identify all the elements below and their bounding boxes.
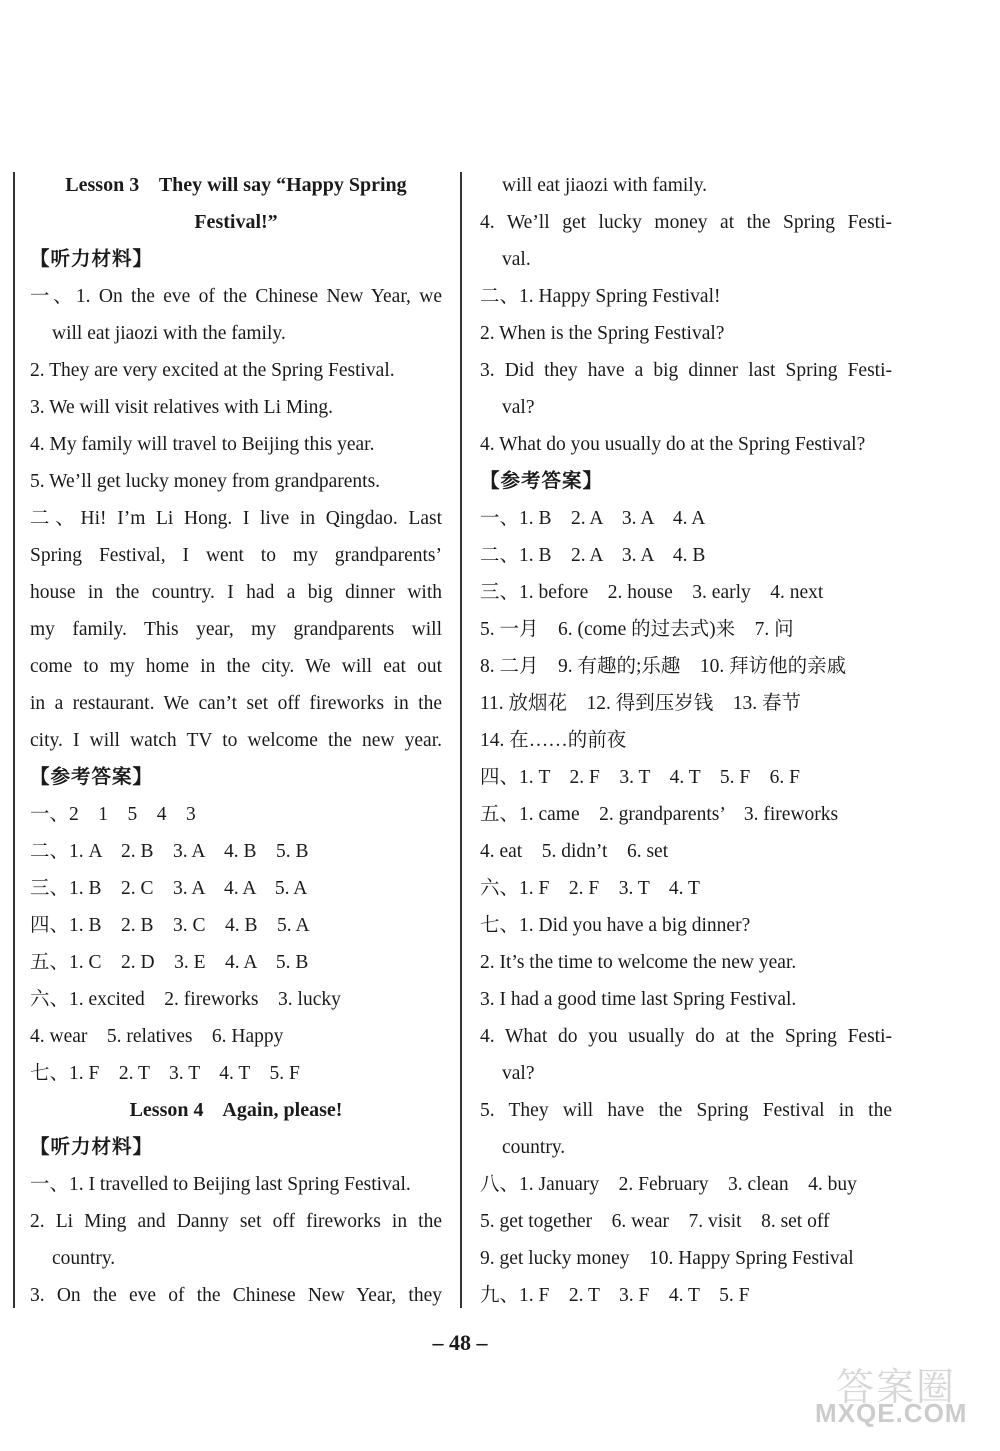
- r-answer-1: 一、1. B 2. A 3. A 4. A: [480, 508, 706, 529]
- r-answer-16-line2: country.: [502, 1137, 566, 1158]
- r-answer-12: 七、1. Did you have a big dinner?: [480, 915, 751, 936]
- page-number: – 48 –: [432, 1330, 488, 1355]
- passage-line-7: city. I will watch TV to welcome the new year.: [30, 730, 442, 751]
- answer-row-1: 一、2 1 5 4 3: [30, 804, 196, 825]
- l4-item-4-line1: 4. We’ll get lucky money at the Spring Festi-: [480, 212, 892, 233]
- q2-item-1: 二、1. Happy Spring Festival!: [480, 286, 721, 307]
- r-answer-17: 八、1. January 2. February 3. clean 4. buy: [480, 1174, 857, 1195]
- r-answer-16-line1: 5. They will have the Spring Festival in the: [480, 1100, 892, 1121]
- answers-header-2: 【参考答案】: [480, 471, 604, 492]
- listen-item-4: 4. My family will travel to Beijing this year.: [30, 434, 375, 455]
- column-divider: [460, 172, 462, 1308]
- answer-row-7: 七、1. F 2. T 3. T 4. T 5. F: [30, 1063, 300, 1084]
- lesson3-title-line1: Lesson 3 They will say “Happy Spring: [65, 174, 407, 196]
- r-answer-6: 11. 放烟花 12. 得到压岁钱 13. 春节: [480, 693, 802, 714]
- listen-item-3: 3. We will visit relatives with Li Ming.: [30, 397, 334, 418]
- l4-item-3-line2: will eat jiaozi with family.: [502, 175, 708, 196]
- answer-row-2: 二、1. A 2. B 3. A 4. B 5. B: [30, 841, 309, 862]
- left-margin-rule: [13, 172, 15, 1308]
- r-answer-5: 8. 二月 9. 有趣的;乐趣 10. 拜访他的亲戚: [480, 656, 847, 677]
- l4-item-2-line2: country.: [52, 1248, 116, 1269]
- listen-item-1-line1: 一、1. On the eve of the Chinese New Year, we: [30, 286, 442, 307]
- answer-row-6-line1: 六、1. excited 2. fireworks 3. lucky: [30, 989, 341, 1010]
- r-answer-13: 2. It’s the time to welcome the new year.: [480, 952, 797, 973]
- lesson4-title: Lesson 4 Again, please!: [129, 1099, 343, 1121]
- passage-line-1: 二、Hi! I’m Li Hong. I live in Qingdao. Last: [30, 508, 442, 529]
- r-answer-14: 3. I had a good time last Spring Festival.: [480, 989, 797, 1010]
- q2-item-3-line2: val?: [502, 397, 535, 418]
- listen-item-5: 5. We’ll get lucky money from grandparents.: [30, 471, 381, 492]
- r-answer-15-line2: val?: [502, 1063, 535, 1084]
- r-answer-10: 4. eat 5. didn’t 6. set: [480, 841, 669, 862]
- listen-item-1-line2: will eat jiaozi with the family.: [52, 323, 286, 344]
- r-answer-19: 9. get lucky money 10. Happy Spring Festival: [480, 1248, 854, 1269]
- r-answer-15-line1: 4. What do you usually do at the Spring Festi-: [480, 1026, 892, 1047]
- lesson3-title-line2: Festival!”: [194, 211, 278, 233]
- l4-item-2-line1: 2. Li Ming and Danny set off fireworks in the: [30, 1211, 442, 1232]
- passage-line-2: Spring Festival, I went to my grandparents’: [30, 545, 442, 566]
- listening-header-2: 【听力材料】: [30, 1137, 154, 1158]
- answers-header: 【参考答案】: [30, 767, 154, 788]
- l4-item-4-line2: val.: [502, 249, 531, 270]
- answer-row-6-line2: 4. wear 5. relatives 6. Happy: [30, 1026, 284, 1047]
- passage-line-3: house in the country. I had a big dinner with: [30, 582, 442, 603]
- r-answer-20: 九、1. F 2. T 3. F 4. T 5. F: [480, 1285, 750, 1306]
- r-answer-9: 五、1. came 2. grandparents’ 3. fireworks: [480, 804, 839, 825]
- l4-item-1: 一、1. I travelled to Beijing last Spring Festival.: [30, 1174, 411, 1195]
- watermark-logo: 答案圈: [836, 1365, 957, 1409]
- q2-item-4: 4. What do you usually do at the Spring Festival?: [480, 434, 866, 455]
- r-answer-7: 14. 在……的前夜: [480, 730, 627, 751]
- answer-row-5: 五、1. C 2. D 3. E 4. A 5. B: [30, 952, 309, 973]
- r-answer-11: 六、1. F 2. F 3. T 4. T: [480, 878, 700, 899]
- listen-item-2: 2. They are very excited at the Spring Festival.: [30, 360, 395, 381]
- q2-item-3-line1: 3. Did they have a big dinner last Spring Festi-: [480, 360, 892, 381]
- r-answer-8: 四、1. T 2. F 3. T 4. T 5. F 6. F: [480, 767, 801, 788]
- passage-line-4: my family. This year, my grandparents will: [30, 619, 442, 640]
- watermark-text: MXQE.COM: [815, 1398, 968, 1428]
- q2-item-2: 2. When is the Spring Festival?: [480, 323, 725, 344]
- r-answer-3: 三、1. before 2. house 3. early 4. next: [480, 582, 824, 603]
- answer-row-3: 三、1. B 2. C 3. A 4. A 5. A: [30, 878, 308, 899]
- r-answer-4: 5. 一月 6. (come 的过去式)来 7. 问: [480, 619, 794, 640]
- answer-row-4: 四、1. B 2. B 3. C 4. B 5. A: [30, 915, 310, 936]
- passage-line-5: come to my home in the city. We will eat out: [30, 656, 442, 677]
- r-answer-18: 5. get together 6. wear 7. visit 8. set off: [480, 1211, 830, 1232]
- l4-item-3-line1: 3. On the eve of the Chinese New Year, they: [30, 1285, 442, 1306]
- passage-line-6: in a restaurant. We can’t set off fireworks in the: [30, 693, 442, 714]
- listening-header: 【听力材料】: [30, 249, 154, 270]
- r-answer-2: 二、1. B 2. A 3. A 4. B: [480, 545, 706, 566]
